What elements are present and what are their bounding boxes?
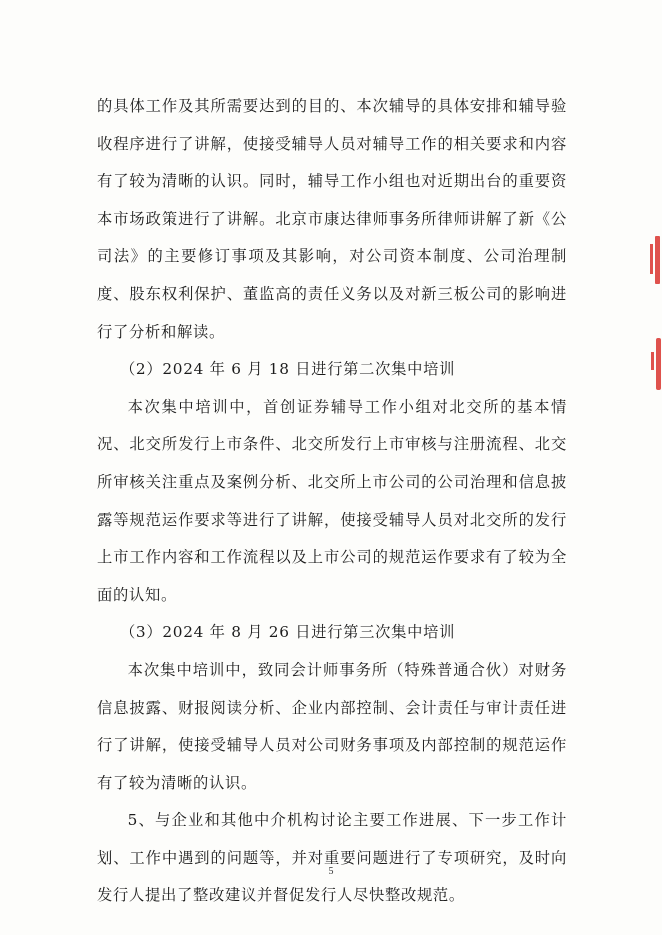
section-heading-third-training: （3）2024 年 8 月 26 日进行第三次集中培训 <box>119 623 456 642</box>
paragraph-continuation: 的具体工作及其所需要达到的目的、本次辅导的具体安排和辅导验收程序进行了讲解，使接受辅导人员对辅导工作的相关要求和内容有了较为清晰的认识。同时，辅导工作小组也对近期出台的重要资本市场政策进行了讲解。北京市康达律师事务所律师讲解了新《公司法》的主要修订事项及其影响，对公司资本制度、公司治理制度、股东权利保护、董监高的责任义务以及对新三板公司的影响进行了分析和解读。 <box>97 97 567 341</box>
section-heading-second-training: （2）2024 年 6 月 18 日进行第二次集中培训 <box>119 360 456 379</box>
paragraph-third-training: 本次集中培训中，致同会计师事务所（特殊普通合伙）对财务信息披露、财报阅读分析、企业内部控制、会计责任与审计责任进行了讲解，使接受辅导人员对公司财务事项及内部控制的规范运作有了较为清晰的认识。 <box>97 660 567 792</box>
page-number: 5 <box>328 866 334 877</box>
paragraph-item-5: 5、与企业和其他中介机构讨论主要工作进展、下一步工作计划、工作中遇到的问题等，并对重要问题进行了专项研究，及时向发行人提出了整改建议并督促发行人尽快整改规范。 <box>97 811 567 905</box>
paragraph-second-training: 本次集中培训中，首创证券辅导工作小组对北交所的基本情况、北交所发行上市条件、北交所发行上市审核与注册流程、北交所审核关注重点及案例分析、北交所上市公司的公司治理和信息披露等规范运作要求等进行了讲解，使接受辅导人员对北交所的发行上市工作内容和工作流程以及上市公司的规范运作要求有了较为全面的认知。 <box>97 397 567 604</box>
document-body <box>97 88 567 915</box>
